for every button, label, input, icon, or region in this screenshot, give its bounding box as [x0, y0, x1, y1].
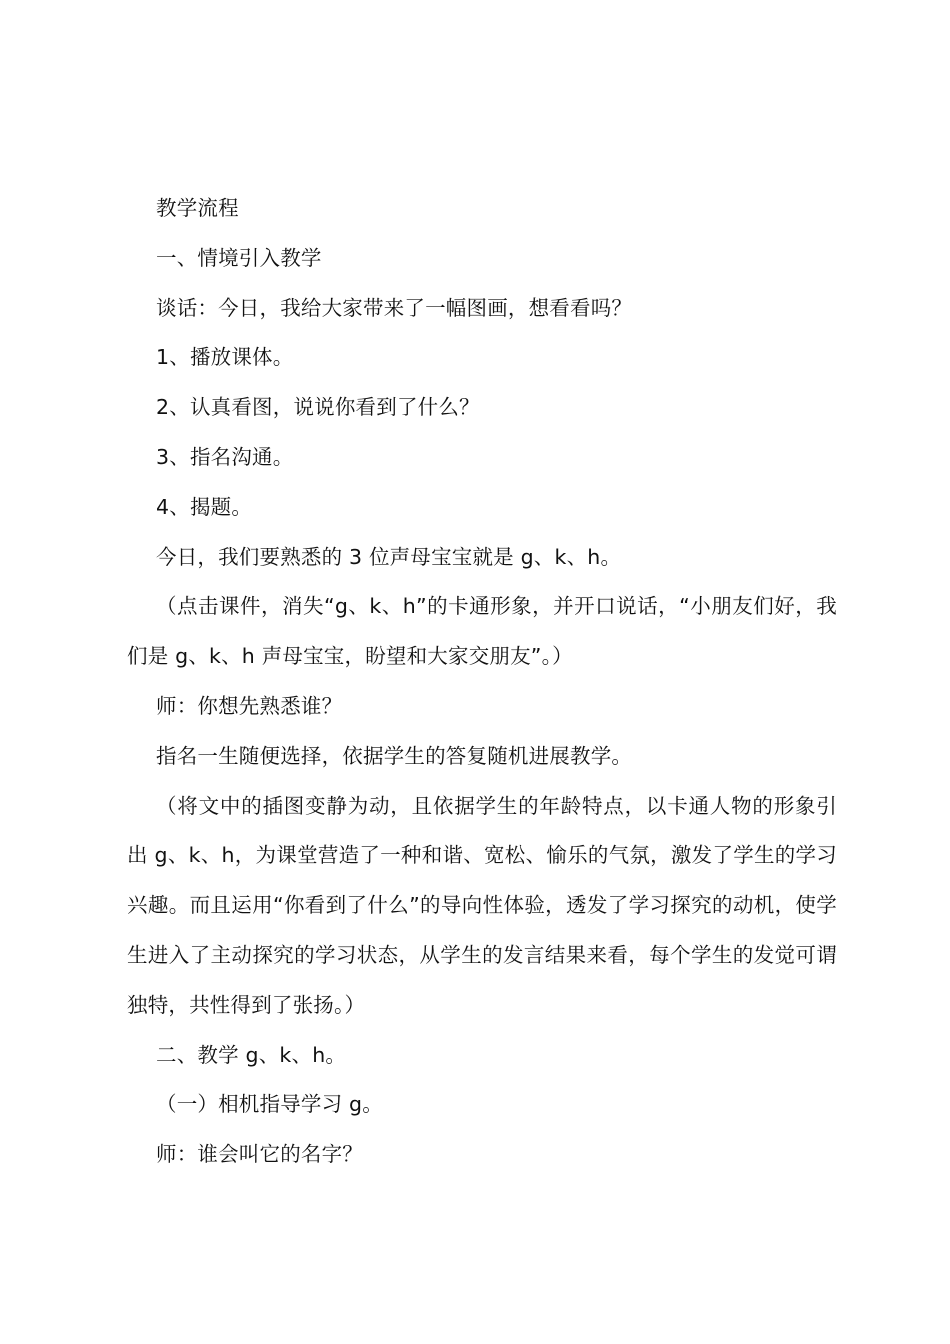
list-item-4: 4、揭题。	[156, 494, 253, 519]
paragraph-teacher-question: 师：你想先熟悉谁？	[156, 693, 343, 718]
list-item-1: 1、播放课体。	[156, 345, 294, 370]
heading-teaching-process: 教学流程	[156, 196, 239, 220]
document-page	[127, 184, 837, 1180]
section-heading-teach-gkh: 二、教学 g、k、h。	[156, 1042, 347, 1067]
paragraph-student-choice: 指名一生随便选择，依据学生的答复随机进展教学。	[156, 743, 633, 768]
paragraph-courseware-note: （点击课件，消失“g、k、h”的卡通形象，并开口说话，“小朋友们好，我们是 g、k、h 声母宝宝，盼望和大家交朋友”。）	[127, 594, 837, 669]
list-item-3: 3、指名沟通。	[156, 444, 294, 469]
subsection-heading-g: （一）相机指导学习 g。	[156, 1092, 383, 1117]
paragraph-teacher-name-question: 师：谁会叫它的名字？	[156, 1142, 363, 1167]
paragraph-talk: 谈话：今日，我给大家带来了一幅图画，想看看吗？	[156, 295, 633, 320]
list-item-2: 2、认真看图，说说你看到了什么？	[156, 395, 480, 420]
section-heading-intro: 一、情境引入教学	[156, 245, 322, 270]
paragraph-commentary: （将文中的插图变静为动，且依据学生的年龄特点，以卡通人物的形象引出 g、k、h，为课堂营造了一种和谐、宽松、愉乐的气氛，激发了学生的学习兴趣。而且运用“你看到了什么”的导向性体验，透发了学习探究的动机，使学生进入了主动探究的学习状态，从学生的发言结果来看，每个学生的发觉可谓独特，共性得到了张扬。）	[127, 793, 837, 1017]
paragraph-today: 今日，我们要熟悉的 3 位声母宝宝就是 g、k、h。	[156, 544, 622, 569]
